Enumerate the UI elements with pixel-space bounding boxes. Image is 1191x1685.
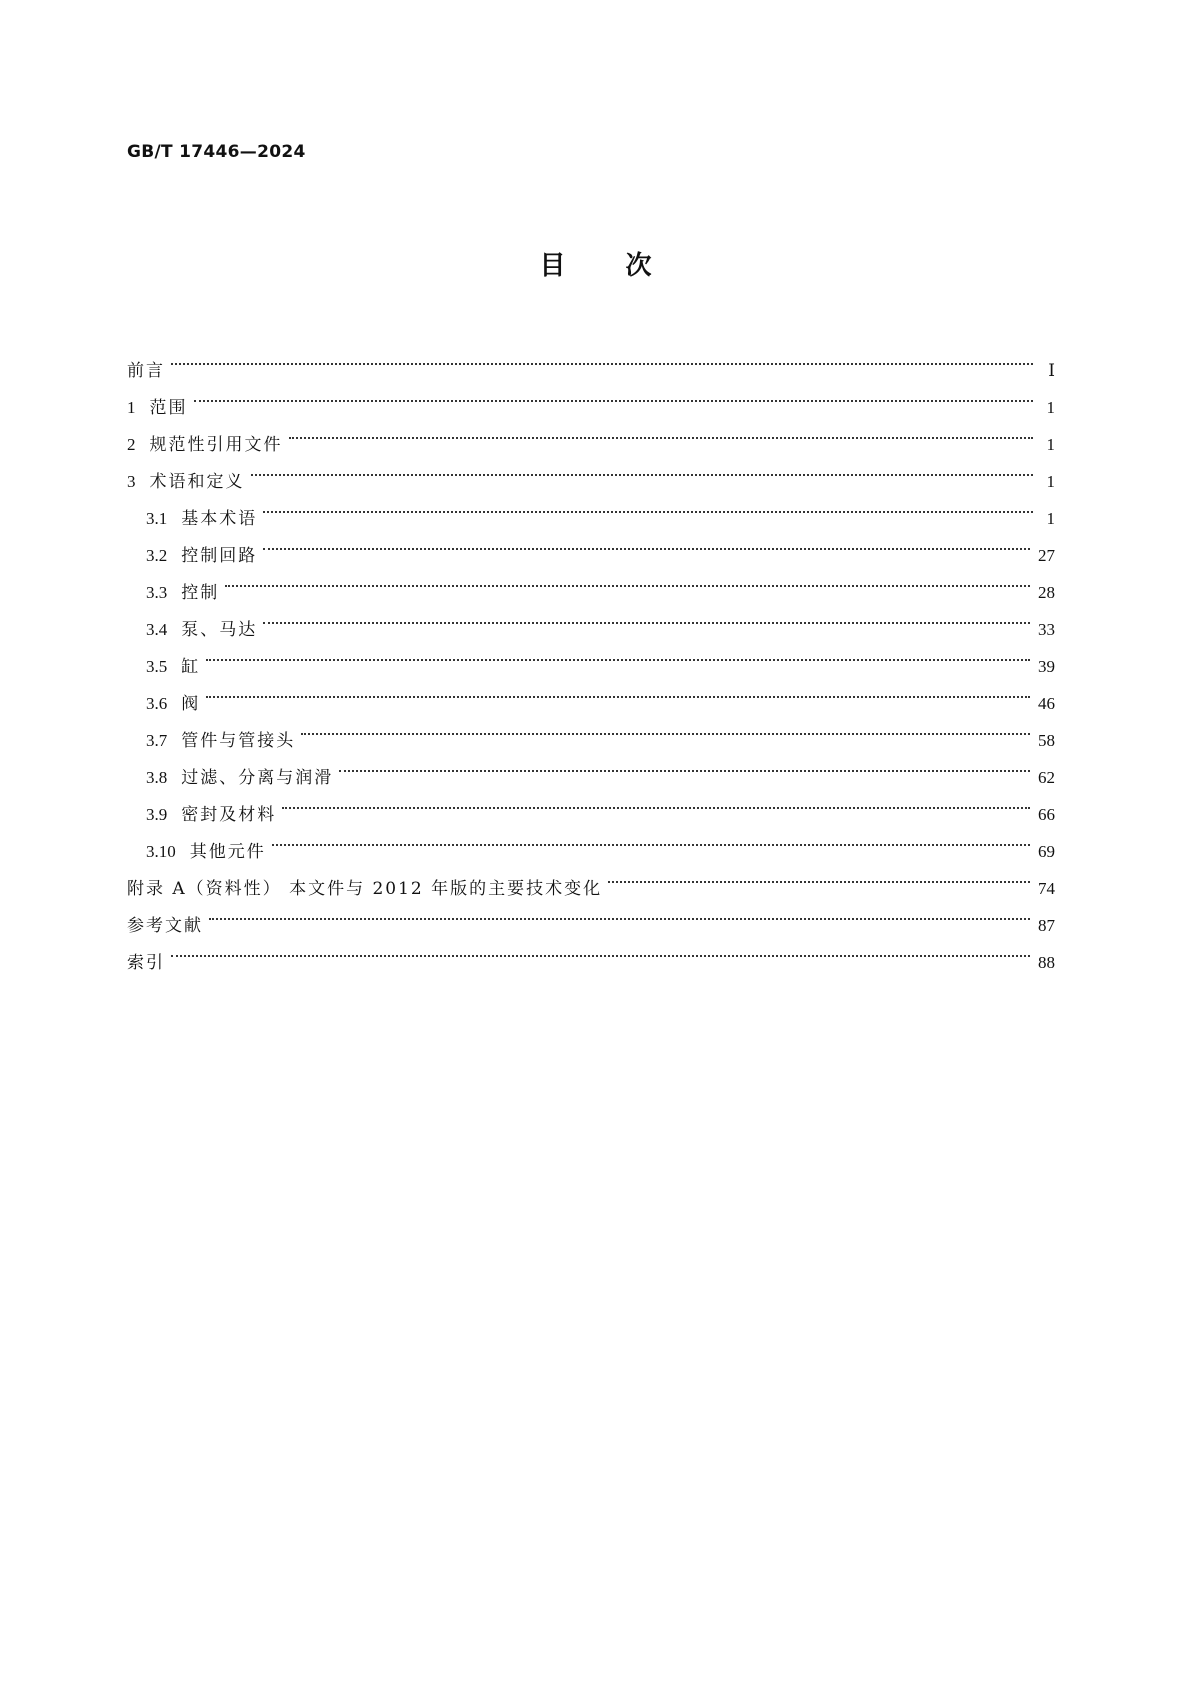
- toc-dot-leader: [289, 413, 1034, 450]
- toc-entry-3-9[interactable]: [127, 783, 1055, 825]
- toc-page-number: 66: [1038, 805, 1055, 824]
- toc-entry-title: 基本术语: [181, 509, 258, 529]
- toc-page-number: 1: [1046, 435, 1055, 454]
- toc-entry-number: 3.10: [146, 842, 176, 861]
- toc-page-number: Ⅰ: [1048, 361, 1055, 380]
- toc-page-number: 74: [1038, 879, 1055, 898]
- toc-entry-number: 3.8: [146, 768, 168, 787]
- toc-entry-title: 参考文献: [127, 916, 203, 936]
- toc-entry-number: 3.2: [146, 546, 168, 565]
- toc-entry-title: 密封及材料: [181, 805, 277, 825]
- table-of-contents: [127, 339, 1055, 973]
- toc-dot-leader: [194, 376, 1034, 413]
- toc-entry-number: 3.7: [146, 731, 168, 750]
- toc-dot-leader: [263, 524, 1030, 561]
- toc-entry-number: 3: [127, 472, 136, 491]
- toc-page-number: 1: [1046, 472, 1055, 491]
- toc-entry-number: 3.1: [146, 509, 168, 528]
- toc-dot-leader: [225, 561, 1030, 598]
- toc-entry-title: 术语和定义: [149, 472, 245, 492]
- toc-entry-normative-references[interactable]: [127, 413, 1055, 455]
- toc-page-number: 27: [1038, 546, 1055, 565]
- toc-entry-3-10[interactable]: [127, 820, 1055, 862]
- toc-page-number: 1: [1046, 509, 1055, 528]
- toc-page-number: 62: [1038, 768, 1055, 787]
- toc-entry-title: 泵、马达: [181, 620, 258, 640]
- page-title: 目次: [539, 251, 712, 281]
- toc-entry-3-3[interactable]: [127, 561, 1055, 603]
- toc-dot-leader: [608, 857, 1030, 894]
- toc-page-number: 88: [1038, 953, 1055, 972]
- toc-entry-title: 规范性引用文件: [149, 435, 283, 455]
- toc-entry-title: 控制: [181, 583, 220, 603]
- toc-entry-title: 范围: [149, 398, 188, 418]
- toc-dot-leader: [272, 820, 1030, 857]
- toc-dot-leader: [171, 339, 1033, 376]
- toc-page-number: 33: [1038, 620, 1055, 639]
- toc-entry-number: 3.5: [146, 657, 168, 676]
- toc-entry-number: 3.6: [146, 694, 168, 713]
- toc-entry-annex-a[interactable]: [127, 857, 1055, 899]
- toc-entry-3-4[interactable]: [127, 598, 1055, 640]
- toc-entry-number: 1: [127, 398, 136, 417]
- toc-dot-leader: [282, 783, 1030, 820]
- toc-entry-title: 其他元件: [189, 842, 266, 862]
- toc-page-number: 87: [1038, 916, 1055, 935]
- toc-entry-terms-definitions[interactable]: [127, 450, 1055, 492]
- toc-dot-leader: [206, 635, 1030, 672]
- toc-entry-number: 3.4: [146, 620, 168, 639]
- toc-entry-title: 索引: [127, 953, 165, 973]
- toc-dot-leader: [339, 746, 1030, 783]
- toc-entry-number: 3.3: [146, 583, 168, 602]
- toc-entry-foreword[interactable]: [127, 339, 1055, 381]
- toc-entry-title: 阀: [181, 694, 201, 714]
- toc-dot-leader: [209, 894, 1030, 931]
- toc-page-number: 1: [1046, 398, 1055, 417]
- toc-dot-leader: [171, 931, 1030, 968]
- toc-entry-number: 3.9: [146, 805, 168, 824]
- standard-code: GB/T 17446—2024: [127, 142, 306, 162]
- toc-dot-leader: [263, 487, 1033, 524]
- toc-entry-scope[interactable]: [127, 376, 1055, 418]
- toc-entry-title: 管件与管接头: [181, 731, 296, 751]
- toc-page-number: 58: [1038, 731, 1055, 750]
- toc-entry-3-6[interactable]: [127, 672, 1055, 714]
- toc-dot-leader: [206, 672, 1030, 709]
- toc-entry-label: [127, 945, 171, 982]
- toc-entry-title: 附录 A（资料性） 本文件与 2012 年版的主要技术变化: [127, 879, 603, 899]
- toc-entry-3-7[interactable]: [127, 709, 1055, 751]
- toc-dot-leader: [263, 598, 1030, 635]
- toc-page-number: 69: [1038, 842, 1055, 861]
- toc-entry-title: 缸: [181, 657, 201, 677]
- toc-page-number: 28: [1038, 583, 1055, 602]
- toc-entry-number: 2: [127, 435, 136, 454]
- toc-entry-bibliography[interactable]: [127, 894, 1055, 936]
- toc-dot-leader: [251, 450, 1034, 487]
- toc-page-number: 46: [1038, 694, 1055, 713]
- toc-entry-index[interactable]: [127, 931, 1055, 973]
- toc-dot-leader: [301, 709, 1030, 746]
- toc-entry-3-5[interactable]: [127, 635, 1055, 677]
- toc-entry-3-1[interactable]: [127, 487, 1055, 529]
- toc-entry-3-8[interactable]: [127, 746, 1055, 788]
- toc-entry-title: 控制回路: [181, 546, 258, 566]
- toc-page-number: 39: [1038, 657, 1055, 676]
- toc-entry-title: 过滤、分离与润滑: [181, 768, 334, 788]
- toc-entry-3-2[interactable]: [127, 524, 1055, 566]
- toc-entry-title: 前言: [127, 361, 165, 381]
